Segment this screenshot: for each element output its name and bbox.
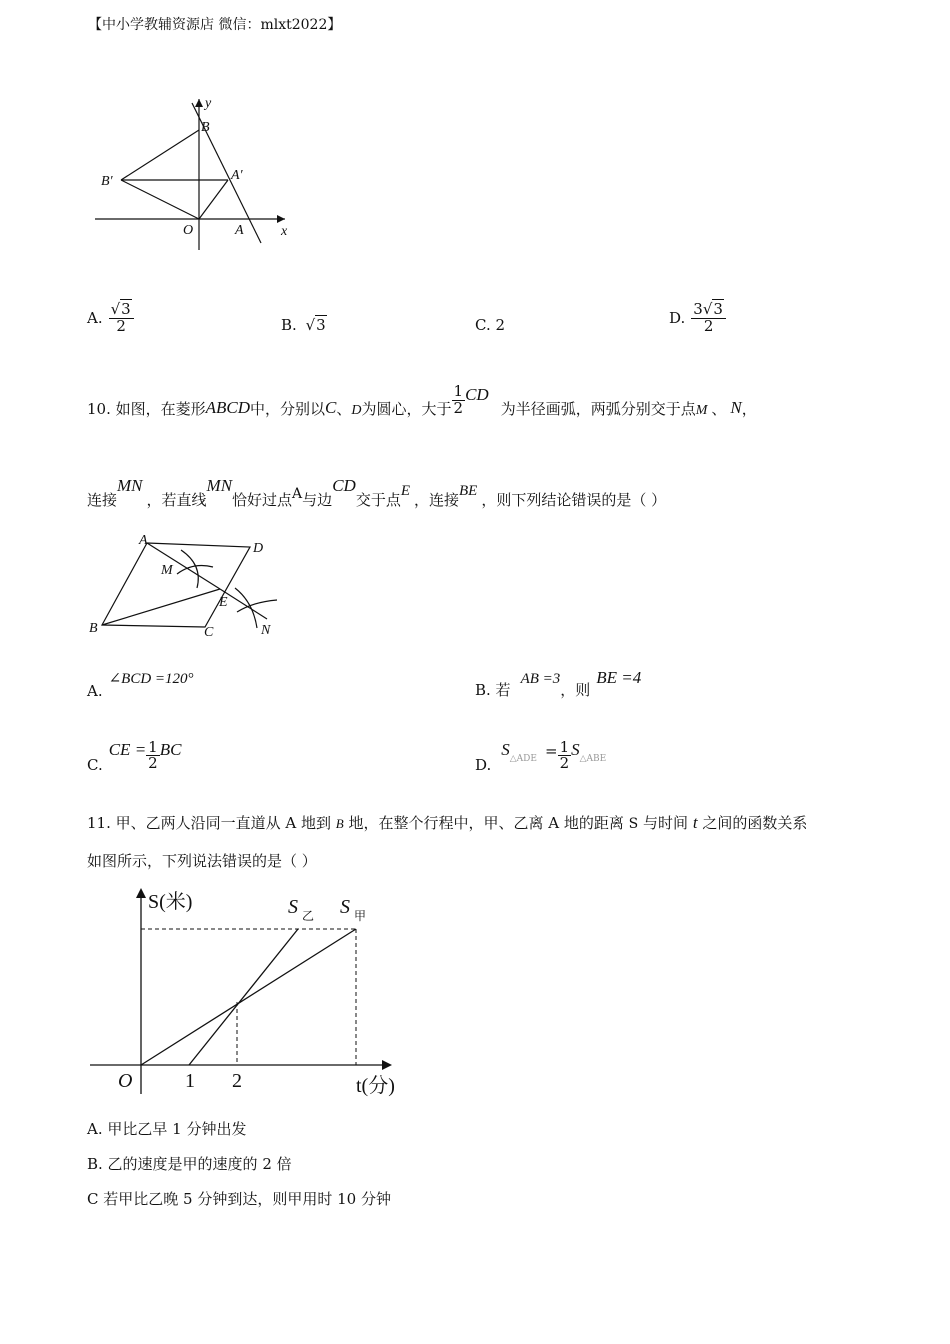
q10-option-d-label: D. — [475, 756, 492, 774]
label-s-yi: S — [288, 896, 298, 918]
q10-sep-1: 、 — [336, 399, 352, 418]
label-s-jia-sub: 甲 — [354, 909, 367, 923]
label-origin: O — [118, 1070, 133, 1092]
q10-d-den: 2 — [559, 754, 570, 773]
q11-t: t — [692, 813, 698, 832]
x-axis-arrow — [277, 215, 285, 223]
q10-option-b-label: B. 若 — [475, 681, 511, 699]
q10-option-d-eq: = — [544, 742, 558, 760]
q10-text-2: 中，分别以 — [250, 399, 326, 418]
label-a: A — [139, 533, 148, 548]
q10-option-b[interactable] — [475, 666, 641, 700]
q11-stem-line2: 如图所示，下列说法错误的是（ ） — [87, 852, 317, 870]
q10-option-c-rhs: BC — [159, 740, 182, 759]
q10-cd-2: CD — [332, 476, 356, 495]
q10-cd-1: CD — [465, 385, 489, 404]
q9-option-b-label: B. — [281, 316, 297, 334]
label-aprime: A′ — [231, 168, 243, 183]
q10-half-fraction — [452, 381, 466, 417]
q10-point-c: C — [325, 398, 337, 417]
q10-option-d-fraction — [558, 737, 572, 773]
q10-text-1: 10. 如图，在菱形 — [87, 399, 206, 418]
q11-text-4: 之间的函数关系 — [702, 814, 808, 832]
q10-option-d[interactable] — [475, 730, 606, 774]
page-header: 【中小学教辅资源店 微信：mlxt2022】 — [88, 17, 342, 33]
q10-mn-1: MN — [117, 476, 143, 495]
q10-l2-text-5: 交于点 — [355, 491, 401, 509]
q10-sep-2: 、 — [711, 399, 727, 418]
arc-4 — [237, 600, 277, 612]
q9-option-c-value: 2 — [495, 316, 506, 334]
label-d: D — [253, 541, 264, 556]
figure-q11-graph — [88, 880, 418, 1100]
label-s-yi-sub: 乙 — [302, 909, 315, 923]
label-o: O — [183, 223, 194, 238]
q9-option-d-fraction: $\frac{3√3}{2}$ — [691, 302, 726, 335]
q9-b-radicand: 3 — [316, 316, 326, 334]
q9-d-denominator: 2 — [703, 316, 714, 335]
q10-option-d-s1: S — [501, 740, 510, 759]
line-be — [102, 589, 220, 625]
q10-text-5: ， — [741, 399, 757, 418]
q10-abcd: ABCD — [205, 398, 251, 417]
q11-text-3: 与时间 — [643, 814, 689, 832]
q9-option-d-label: D. — [669, 309, 686, 327]
q11-option-c[interactable]: C 若甲比乙晚 5 分钟到达，则甲用时 10 分钟 — [87, 1190, 391, 1208]
q10-point-d: D — [351, 403, 362, 418]
line-s-jia — [141, 929, 356, 1065]
label-x: x — [281, 224, 288, 239]
q9-a-denominator: 2 — [116, 316, 126, 335]
tick-label-1: 1 — [185, 1070, 195, 1092]
segment-bpb — [121, 130, 199, 180]
q10-l2-text-7: ，则下列结论错误的是（ ） — [481, 491, 667, 509]
q10-option-d-sub2: △ABE — [579, 754, 607, 764]
s-axis-arrow — [136, 888, 146, 898]
q11-text-1: 11. 甲、乙两人沿同一直道从 A 地到 — [87, 814, 331, 832]
q10-l2-text-4: 与边 — [302, 491, 333, 509]
label-n: N — [261, 623, 271, 638]
q10-point-n: N — [730, 398, 742, 417]
q10-half-num: 1 — [453, 381, 464, 400]
q10-point-m: M — [695, 403, 708, 418]
q9-d-coefficient: 3 — [693, 299, 703, 318]
q9-option-b[interactable]: B. √3 — [281, 316, 326, 334]
q10-option-a-label: A. — [87, 682, 103, 700]
q9-option-c-label: C. — [475, 316, 491, 334]
q10-point-a: A — [292, 486, 303, 502]
y-axis-arrow — [195, 99, 203, 107]
q10-option-c-fraction — [146, 737, 160, 773]
q10-l2-text-6: ，连接 — [414, 491, 460, 509]
q10-half-den: 2 — [453, 398, 464, 417]
label-s-jia: S — [340, 896, 350, 918]
label-e: E — [219, 595, 228, 610]
q10-option-c-label: C. — [87, 756, 103, 774]
q9-option-a[interactable] — [87, 290, 134, 346]
q9-option-a-fraction: $\frac{√3}{2}$ — [109, 302, 134, 335]
q9-option-d[interactable] — [669, 290, 726, 346]
figure-q10-rhombus — [85, 530, 285, 640]
q11-stem-line1 — [87, 812, 807, 833]
q10-l2-text-3: 恰好过点 — [232, 491, 293, 509]
q10-l2-text-1: 连接 — [87, 491, 118, 509]
q9-d-radicand: 3 — [713, 299, 723, 318]
q10-option-b-expr1: AB =3 — [520, 671, 561, 687]
q11-text-2: 地，在整个行程中，甲、乙离 A 地的距离 — [348, 814, 624, 832]
tick-label-2: 2 — [232, 1070, 242, 1092]
figure-q9-coordinate-diagram — [95, 95, 305, 255]
arc-1 — [181, 550, 198, 588]
q11-point-b: B — [335, 816, 344, 831]
q10-d-num: 1 — [559, 737, 570, 756]
label-c: C — [204, 625, 214, 640]
q9-option-a-label: A. — [87, 309, 103, 327]
q10-option-d-s2: S — [571, 740, 580, 759]
q10-point-e: E — [400, 483, 410, 499]
label-t-axis: t(分) — [356, 1075, 395, 1097]
line-s-yi — [189, 929, 298, 1065]
q11-s: S — [628, 816, 639, 832]
arc-3 — [235, 588, 257, 628]
q9-option-c[interactable] — [475, 316, 505, 334]
rhombus-abcd — [102, 543, 250, 627]
q10-option-a-expr: ∠BCD =120° — [108, 671, 194, 687]
segment-oap — [199, 180, 228, 219]
label-m: M — [161, 563, 173, 578]
q9-a-radicand: 3 — [121, 299, 131, 318]
q10-be: BE — [459, 483, 478, 499]
q10-text-3: 为圆心，大于 — [361, 399, 452, 418]
label-s-axis: S(米) — [148, 891, 193, 913]
label-b: B — [201, 120, 210, 135]
q10-option-b-expr2: BE =4 — [596, 668, 642, 687]
q10-stem-line2 — [87, 470, 666, 510]
q10-l2-text-2: ，若直线 — [146, 491, 207, 509]
q10-stem-line1 — [87, 372, 757, 444]
t-axis-arrow — [382, 1060, 392, 1070]
label-a: A — [235, 223, 244, 238]
q10-mn-2: MN — [206, 476, 233, 495]
q10-option-b-mid: ，则 — [560, 681, 591, 699]
segment-bpo — [121, 180, 199, 219]
q10-option-a[interactable] — [87, 666, 194, 700]
label-bprime: B′ — [101, 174, 113, 189]
q10-c-den: 2 — [148, 754, 158, 773]
q10-option-d-sub1: △ADE — [509, 754, 537, 764]
q11-option-b[interactable]: B. 乙的速度是甲的速度的 2 倍 — [87, 1155, 292, 1173]
label-y: y — [205, 96, 212, 111]
q10-text-4: 为半径画弧，两弧分别交于点 — [500, 399, 696, 418]
label-b: B — [89, 621, 98, 636]
q10-option-c[interactable] — [87, 730, 181, 774]
q11-option-a[interactable]: A. 甲比乙早 1 分钟出发 — [87, 1120, 247, 1138]
q10-option-c-lhs: CE = — [108, 740, 147, 759]
q10-c-num: 1 — [148, 737, 158, 756]
